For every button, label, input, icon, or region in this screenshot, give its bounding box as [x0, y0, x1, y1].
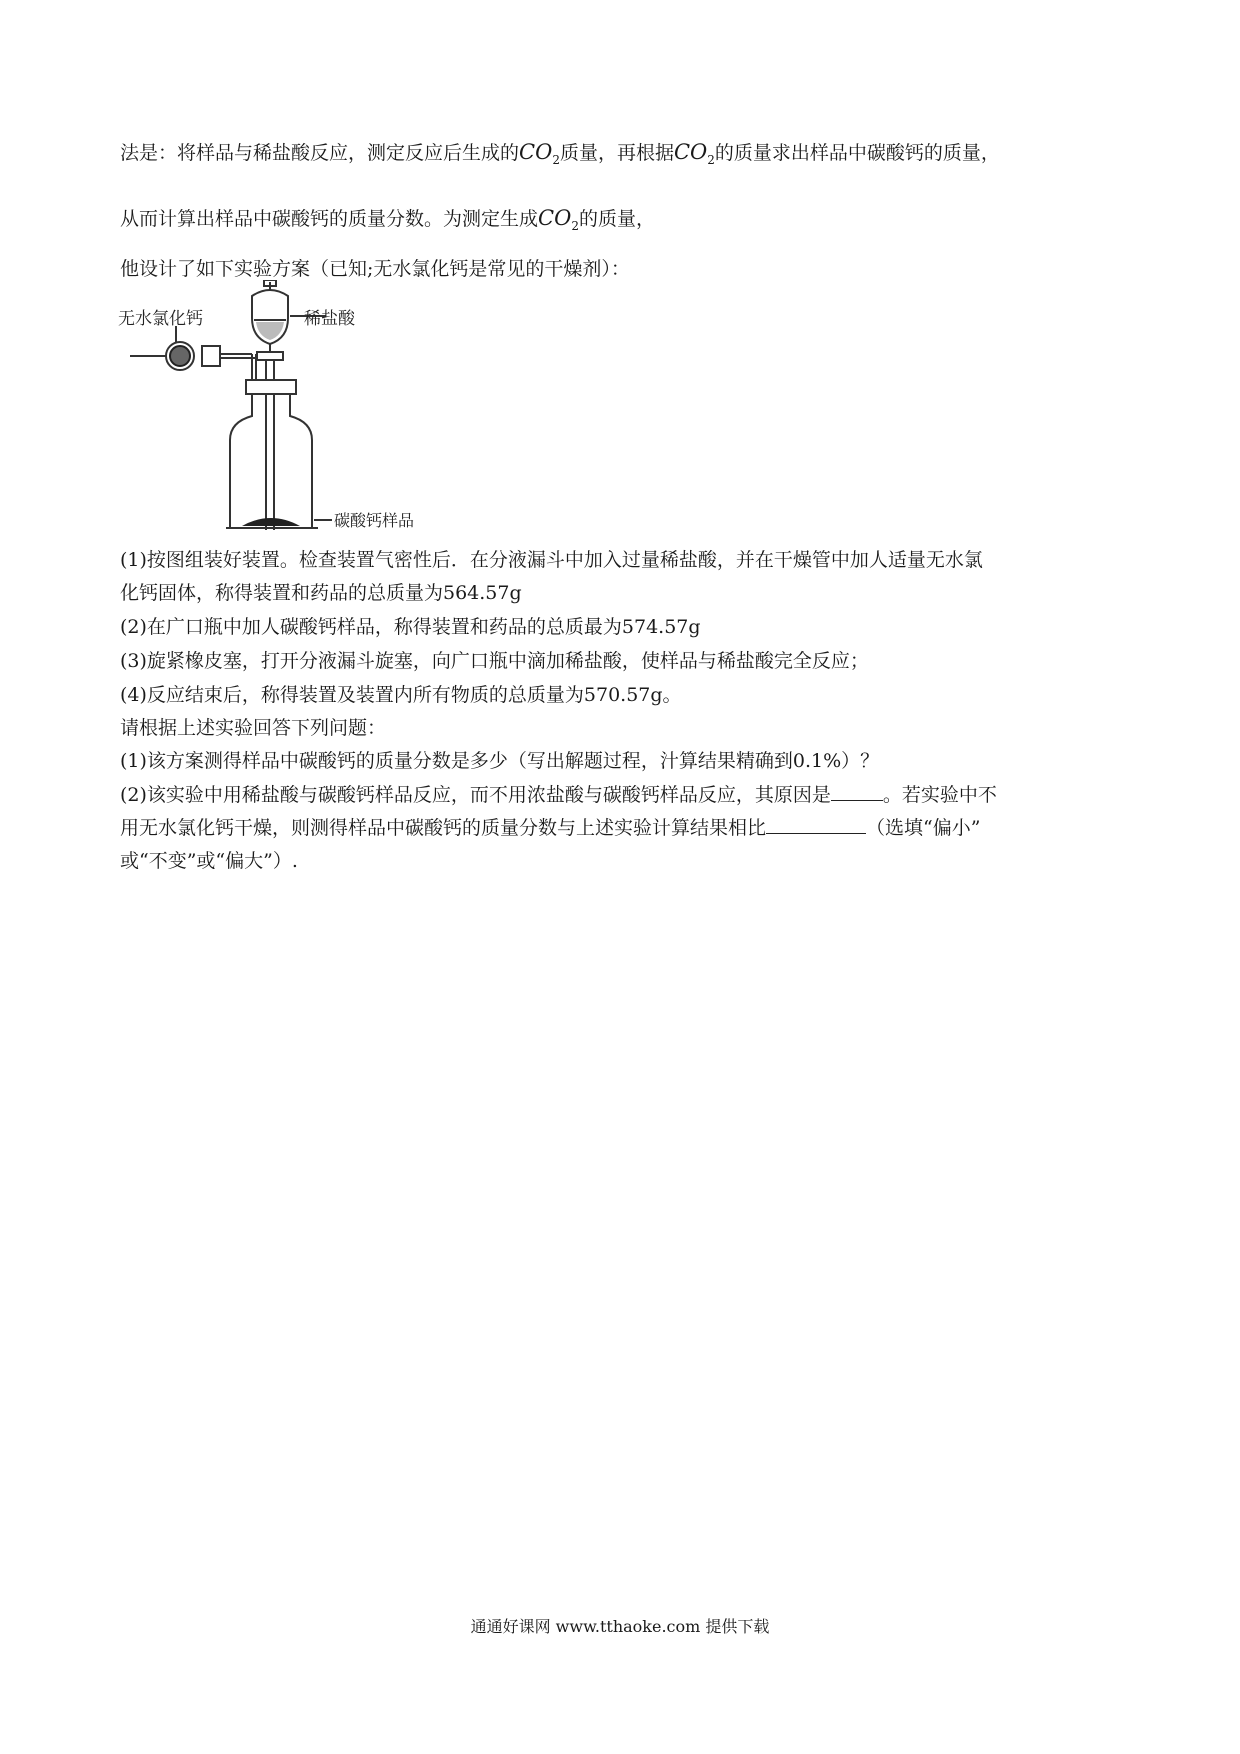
step-4: (4)反应结束后，称得装置及装置内所有物质的总质量为570.57g。	[120, 684, 682, 706]
text-segment: 的质量，	[578, 208, 655, 230]
text-segment: 质量，再根据	[559, 142, 674, 164]
step-1-line-1: (1)按图组装好装置。检查装置气密性后．在分液漏斗中加入过量稀盐酸，并在干燥管中加人适量无水氯	[120, 549, 983, 571]
step-1-line-2: 化钙固体，称得装置和药品的总质量为564.57g	[120, 582, 522, 604]
question-1: (1)该方案测得样品中碳酸钙的质量分数是多少（写出解题过程，汁算结果精确到0.1%）？	[120, 750, 880, 772]
co2-formula: $CO_2$	[538, 206, 579, 234]
label-sample: 碳酸钙样品	[334, 511, 415, 530]
text-segment: 的质量求出样品中碳酸钙的质量，	[714, 142, 1000, 164]
text-segment: 法是：将样品与稀盐酸反应，测定反应后生成的	[120, 142, 520, 164]
questions-intro: 请根据上述实验回答下列问题：	[120, 717, 387, 739]
question-2-line-2: 用无水氯化钙干燥，则测得样品中碳酸钙的质量分数与上述实验计算结果相比 （选填“偏小”	[120, 817, 981, 839]
co2-formula: $CO_2$	[519, 140, 560, 168]
step-2: (2)在广口瓶中加人碳酸钙样品，称得装置和药品的总质最为574.57g	[120, 616, 701, 638]
answer-blank[interactable]	[831, 783, 883, 801]
paragraph-method	[120, 138, 1000, 167]
question-2-line-1: (2)该实验中用稀盐酸与碳酸钙样品反应，而不用浓盐酸与碳酸钙样品反应，其原因是 。若实验中不	[120, 784, 997, 806]
paragraph-design: 他设计了如下实验方案（已知;无水氯化钙是常见的干燥剂）：	[120, 258, 630, 280]
page-footer: 通通好课网 www.tthaoke.com 提供下载	[470, 1617, 770, 1636]
step-3: (3)旋紧橡皮塞，打开分液漏斗旋塞，向广口瓶中滴加稀盐酸，使样品与稀盐酸完全反应；	[120, 650, 869, 672]
question-2-line-3: 或“不变”或“偏大”）.	[120, 850, 298, 872]
label-acid: 稀盐酸	[304, 309, 355, 329]
paragraph-calculation	[120, 204, 655, 233]
answer-blank[interactable]	[766, 816, 866, 834]
apparatus-figure	[118, 280, 440, 538]
text-segment: 从而计算出样品中碳酸钙的质量分数。为测定生成	[120, 208, 539, 230]
label-desiccant: 无水氯化钙	[118, 309, 203, 329]
co2-formula: $CO_2$	[673, 140, 715, 168]
